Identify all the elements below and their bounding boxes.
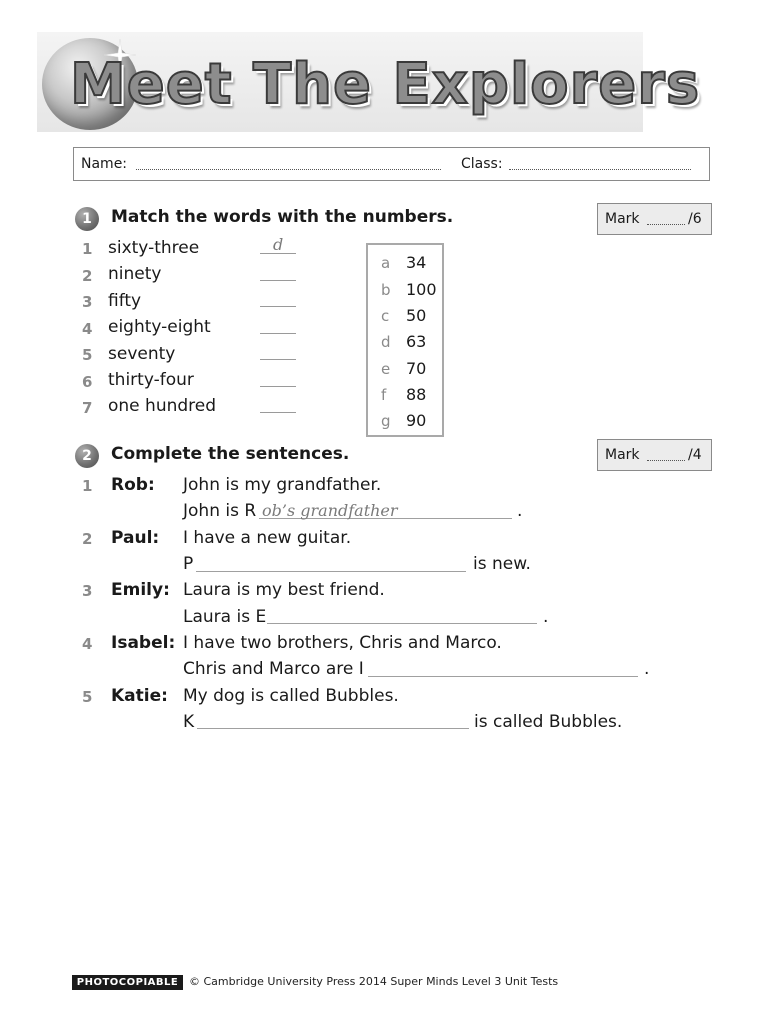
answer-line[interactable] <box>260 333 296 334</box>
option-letter: e <box>381 360 391 378</box>
mark-label: Mark <box>605 447 640 463</box>
answer-line[interactable] <box>260 306 296 307</box>
option-letter: a <box>381 254 391 272</box>
class-label: Class: <box>461 156 503 172</box>
item-word: eighty-eight <box>108 317 211 337</box>
item-number: 3 <box>82 582 93 600</box>
exercise-2-instruction: Complete the sentences. <box>111 444 350 464</box>
exercise-1-badge: 1 <box>75 207 99 231</box>
option-value: 100 <box>406 280 437 299</box>
exercise-2-badge: 2 <box>75 444 99 468</box>
sentence-suffix: . <box>517 501 523 521</box>
class-field[interactable] <box>509 169 691 170</box>
option-letter: c <box>381 307 390 325</box>
sentence-prefix: P <box>183 554 194 574</box>
speaker-sentence: Laura is my best friend. <box>183 580 385 600</box>
number-options-box <box>366 243 444 437</box>
answer-line[interactable] <box>196 571 466 572</box>
option-value: 90 <box>406 411 427 430</box>
exercise-1-instruction: Match the words with the numbers. <box>111 207 454 227</box>
item-number: 3 <box>82 293 93 311</box>
sentence-prefix: K <box>183 712 195 732</box>
item-word: fifty <box>108 291 142 311</box>
speaker-sentence: I have two brothers, Chris and Marco. <box>183 633 502 653</box>
speaker-sentence: John is my grandfather. <box>183 475 382 495</box>
sentence-suffix: is new. <box>473 554 531 574</box>
speaker-sentence: I have a new guitar. <box>183 528 352 548</box>
option-letter: b <box>381 281 391 299</box>
item-number: 1 <box>82 240 93 258</box>
sentence-suffix: . <box>644 659 650 679</box>
sentence-prefix: Laura is E <box>183 607 267 627</box>
option-value: 70 <box>406 359 427 378</box>
item-number: 6 <box>82 373 93 391</box>
name-label: Name: <box>81 156 128 172</box>
mark-label: Mark <box>605 211 640 227</box>
speaker-name: Emily: <box>111 580 170 600</box>
photocopiable-badge: PHOTOCOPIABLE <box>72 975 183 990</box>
name-field[interactable] <box>136 169 441 170</box>
speaker-name: Paul: <box>111 528 160 548</box>
sentence-suffix: . <box>543 607 549 627</box>
item-number: 4 <box>82 320 93 338</box>
item-word: seventy <box>108 344 176 364</box>
item-word: one hundred <box>108 396 217 416</box>
answer-line[interactable] <box>260 280 296 281</box>
item-number: 2 <box>82 530 93 548</box>
speaker-name: Katie: <box>111 686 168 706</box>
mark-total: /6 <box>688 211 702 227</box>
item-word: sixty-three <box>108 238 200 258</box>
item-number: 5 <box>82 346 93 364</box>
handwritten-answer: ob’s grandfather <box>262 501 398 520</box>
option-value: 88 <box>406 385 427 404</box>
mark-field[interactable] <box>647 460 685 461</box>
answer-line[interactable] <box>260 412 296 413</box>
item-number: 2 <box>82 267 93 285</box>
answer-line[interactable] <box>260 359 296 360</box>
item-word: thirty-four <box>108 370 194 390</box>
speaker-name: Rob: <box>111 475 155 495</box>
mark-total: /4 <box>688 447 702 463</box>
speaker-name: Isabel: <box>111 633 176 653</box>
item-number: 7 <box>82 399 93 417</box>
exercise-2-mark-box <box>597 439 712 471</box>
option-letter: f <box>381 386 387 404</box>
mark-field[interactable] <box>647 224 685 225</box>
option-value: 63 <box>406 332 427 351</box>
item-number: 1 <box>82 477 93 495</box>
sentence-prefix: John is R <box>183 501 257 521</box>
item-word: ninety <box>108 264 162 284</box>
option-value: 34 <box>406 253 427 272</box>
option-value: 50 <box>406 306 427 325</box>
answer-line[interactable] <box>267 623 537 624</box>
item-number: 4 <box>82 635 93 653</box>
speaker-sentence: My dog is called Bubbles. <box>183 686 399 706</box>
option-letter: d <box>381 333 391 351</box>
sentence-prefix: Chris and Marco are I <box>183 659 364 679</box>
answer-line[interactable] <box>197 728 469 729</box>
exercise-1-mark-box <box>597 203 712 235</box>
student-info-box <box>73 147 710 181</box>
copyright-text: © Cambridge University Press 2014 Super Minds Level 3 Unit Tests <box>189 975 559 988</box>
answer-line[interactable] <box>260 386 296 387</box>
sentence-suffix: is called Bubbles. <box>474 712 623 732</box>
handwritten-answer: d <box>273 235 284 254</box>
page-title: Meet The Explorers <box>70 52 701 117</box>
option-letter: g <box>381 412 391 430</box>
item-number: 5 <box>82 688 93 706</box>
answer-line[interactable] <box>368 676 638 677</box>
